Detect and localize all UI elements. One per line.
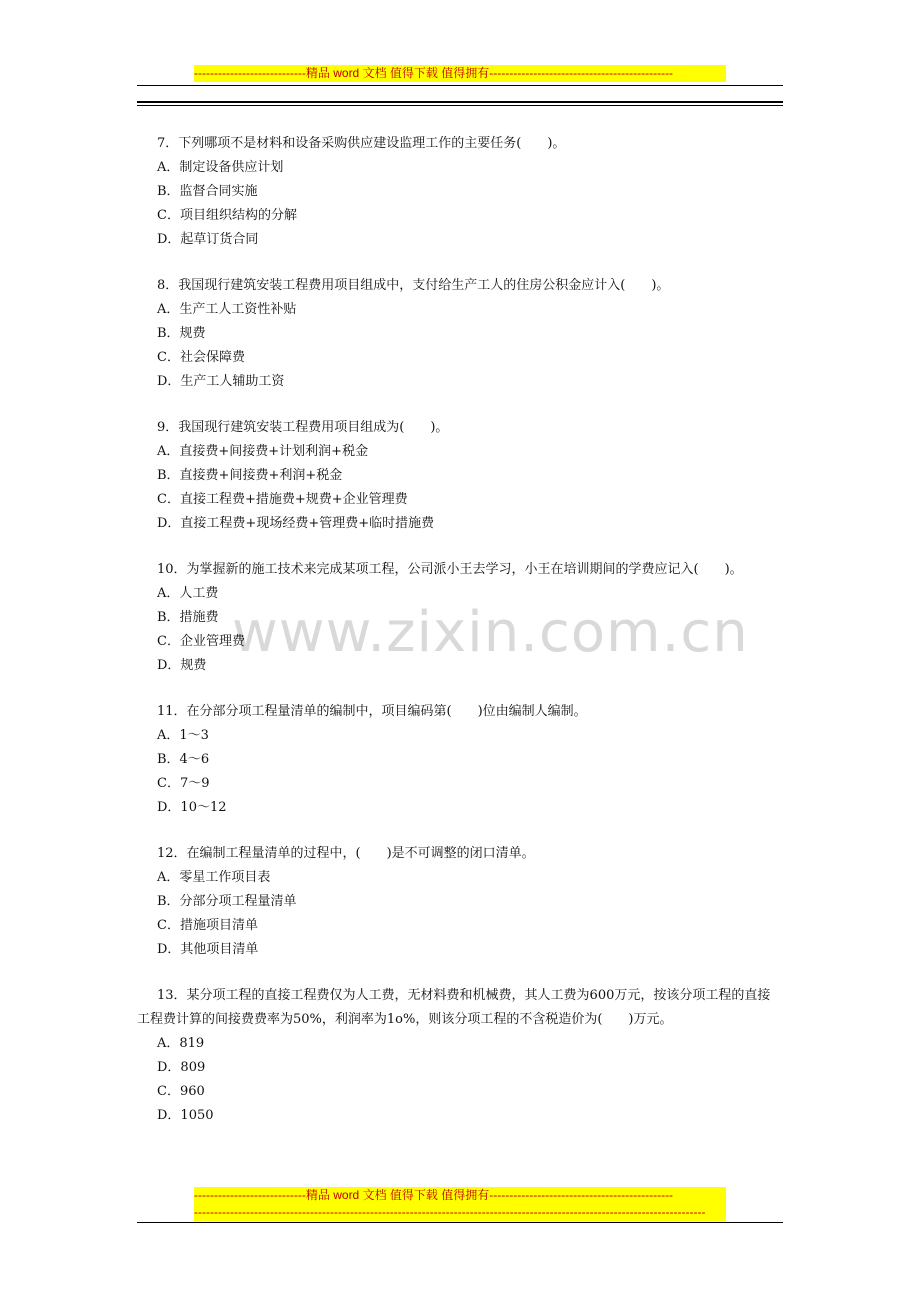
question-11 (137, 700, 783, 820)
question-list (137, 132, 783, 1150)
option-c: C．企业管理费 (157, 634, 245, 649)
question-stem: 10．为掌握新的施工技术来完成某项工程，公司派小王去学习，小王在培训期间的学费应记入( )。 (157, 562, 743, 577)
option-d: D．规费 (157, 658, 207, 673)
question-stem: 12．在编制工程量清单的过程中，( )是不可调整的闭口清单。 (157, 846, 535, 861)
option-d: D．直接工程费+现场经费+管理费+临时措施费 (157, 516, 435, 531)
question-13 (137, 984, 783, 1128)
option-a: A．819 (157, 1036, 205, 1051)
question-7 (137, 132, 783, 252)
option-b: B．监督合同实施 (157, 184, 258, 199)
question-stem: 7．下列哪项不是材料和设备采购供应建设监理工作的主要任务( )。 (157, 136, 566, 151)
option-d: D．生产工人辅助工资 (157, 374, 285, 389)
option-a: A．生产工人工资性补贴 (157, 302, 297, 317)
header-rule-double-2 (137, 105, 783, 106)
watermark: www.zixin.com.cn (232, 600, 749, 665)
option-d: D．起草订货合同 (157, 232, 259, 247)
question-stem: 8．我国现行建筑安装工程费用项目组成中，支付给生产工人的住房公积金应计入( )。 (157, 278, 670, 293)
question-9 (137, 416, 783, 536)
option-b: B．规费 (157, 326, 206, 341)
option-c: C．社会保障费 (157, 350, 245, 365)
header-rule-double-1 (137, 101, 783, 103)
option-a: A．直接费+间接费+计划利润+税金 (157, 444, 369, 459)
option-c: C．7～9 (157, 776, 210, 791)
option-c: C．960 (157, 1084, 205, 1099)
question-stem: 13．某分项工程的直接工程费仅为人工费，无材料费和机械费，其人工费为600万元，按该分项工程的直接工程费计算的间接费费率为50%，利润率为1o%，则该分项工程的不含税造价为( )万元。 (137, 988, 771, 1027)
question-10 (137, 558, 783, 678)
option-d: D．其他项目清单 (157, 942, 259, 957)
option-c: C．直接工程费+措施费+规费+企业管理费 (157, 492, 408, 507)
option-d: D．809 (157, 1060, 206, 1075)
option-b: B．4～6 (157, 752, 210, 767)
option-b: B．分部分项工程量清单 (157, 894, 297, 909)
footer-banner-line-2: -------------------------------------------------------------------------------------------------------------------------------- (194, 1205, 706, 1219)
option-a: A．零星工作项目表 (157, 870, 271, 885)
header-banner: ----------------------------精品 word 文档 值得下载 值得拥有---------------------------------------------- (194, 65, 726, 82)
footer-rule (137, 1222, 783, 1223)
option-d: D．10～12 (157, 800, 227, 815)
option-c: C．措施项目清单 (157, 918, 258, 933)
footer-banner-line-1: ----------------------------精品 word 文档 值得下载 值得拥有---------------------------------------------- (194, 1188, 674, 1202)
question-stem: 9．我国现行建筑安装工程费用项目组成为( )。 (157, 420, 449, 435)
question-stem: 11．在分部分项工程量清单的编制中，项目编码第( )位由编制人编制。 (157, 704, 587, 719)
option-b: B．直接费+间接费+利润+税金 (157, 468, 343, 483)
question-12 (137, 842, 783, 962)
option-c: C．项目组织结构的分解 (157, 208, 297, 223)
option-a: A．人工费 (157, 586, 219, 601)
option-a: A．1～3 (157, 728, 209, 743)
footer-banner (194, 1187, 726, 1221)
question-8 (137, 274, 783, 394)
option-a: A．制定设备供应计划 (157, 160, 284, 175)
option-d: D．1050 (157, 1108, 214, 1123)
header-rule-thin (137, 85, 783, 86)
option-b: B．措施费 (157, 610, 219, 625)
